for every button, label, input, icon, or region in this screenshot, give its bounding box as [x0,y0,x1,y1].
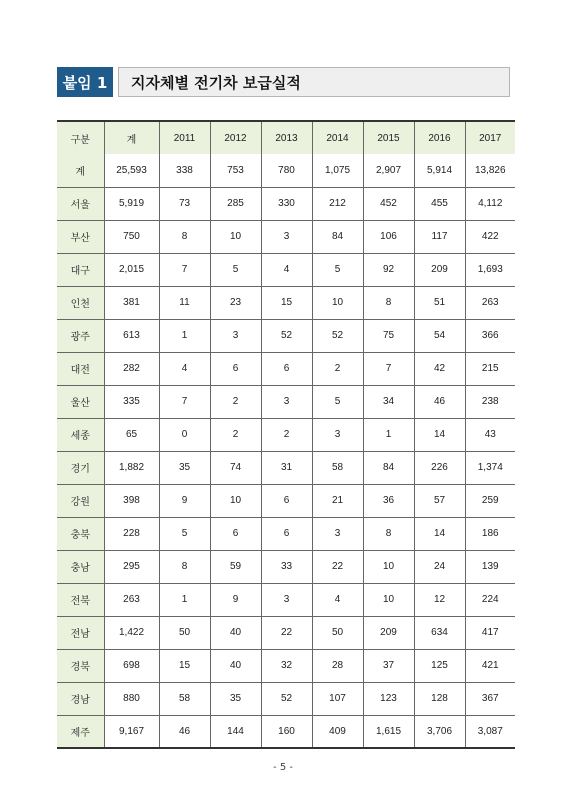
table-row [57,682,515,715]
value-cell: 22 [261,616,312,649]
value-cell: 212 [312,187,363,220]
value-cell: 338 [159,154,210,187]
value-cell: 228 [104,517,159,550]
value-cell: 58 [312,451,363,484]
region-cell: 전남 [57,616,104,649]
value-cell: 117 [414,220,465,253]
value-cell: 92 [363,253,414,286]
header-cell: 2016 [414,121,465,154]
value-cell: 10 [312,286,363,319]
value-cell: 780 [261,154,312,187]
value-cell: 238 [465,385,515,418]
value-cell: 285 [210,187,261,220]
value-cell: 330 [261,187,312,220]
value-cell: 74 [210,451,261,484]
value-cell: 52 [261,319,312,352]
value-cell: 52 [261,682,312,715]
value-cell: 31 [261,451,312,484]
value-cell: 634 [414,616,465,649]
value-cell: 23 [210,286,261,319]
value-cell: 398 [104,484,159,517]
value-cell: 6 [210,517,261,550]
value-cell: 2,015 [104,253,159,286]
region-cell: 전북 [57,583,104,616]
region-cell: 서울 [57,187,104,220]
value-cell: 42 [414,352,465,385]
table-row [57,418,515,451]
value-cell: 51 [414,286,465,319]
value-cell: 84 [312,220,363,253]
value-cell: 75 [363,319,414,352]
region-cell: 강원 [57,484,104,517]
value-cell: 59 [210,550,261,583]
value-cell: 21 [312,484,363,517]
value-cell: 455 [414,187,465,220]
value-cell: 0 [159,418,210,451]
table-row [57,319,515,352]
value-cell: 36 [363,484,414,517]
value-cell: 50 [159,616,210,649]
value-cell: 123 [363,682,414,715]
value-cell: 13,826 [465,154,515,187]
table-row [57,649,515,682]
value-cell: 46 [159,715,210,748]
value-cell: 22 [312,550,363,583]
region-cell: 광주 [57,319,104,352]
region-cell: 계 [57,154,104,187]
header-cell: 2017 [465,121,515,154]
value-cell: 11 [159,286,210,319]
value-cell: 3 [312,418,363,451]
value-cell: 8 [159,220,210,253]
value-cell: 2,907 [363,154,414,187]
value-cell: 4 [312,583,363,616]
value-cell: 1 [159,319,210,352]
region-cell: 제주 [57,715,104,748]
value-cell: 106 [363,220,414,253]
table-row [57,583,515,616]
table-row [57,550,515,583]
value-cell: 8 [363,286,414,319]
value-cell: 14 [414,418,465,451]
region-cell: 경기 [57,451,104,484]
value-cell: 750 [104,220,159,253]
value-cell: 34 [363,385,414,418]
value-cell: 880 [104,682,159,715]
value-cell: 422 [465,220,515,253]
value-cell: 54 [414,319,465,352]
value-cell: 6 [261,517,312,550]
value-cell: 4,112 [465,187,515,220]
value-cell: 25,593 [104,154,159,187]
value-cell: 139 [465,550,515,583]
value-cell: 8 [159,550,210,583]
value-cell: 3 [261,220,312,253]
value-cell: 73 [159,187,210,220]
value-cell: 35 [210,682,261,715]
value-cell: 381 [104,286,159,319]
value-cell: 2 [210,385,261,418]
value-cell: 753 [210,154,261,187]
value-cell: 50 [312,616,363,649]
value-cell: 46 [414,385,465,418]
value-cell: 9 [210,583,261,616]
value-cell: 226 [414,451,465,484]
section-title-bar [57,67,510,97]
table-row [57,484,515,517]
table-row [57,253,515,286]
value-cell: 15 [159,649,210,682]
value-cell: 8 [363,517,414,550]
value-cell: 215 [465,352,515,385]
value-cell: 3 [312,517,363,550]
value-cell: 3,706 [414,715,465,748]
region-cell: 대구 [57,253,104,286]
page-number: - 5 - [273,762,293,773]
value-cell: 1,422 [104,616,159,649]
header-cell: 구분 [57,121,104,154]
value-cell: 6 [261,484,312,517]
region-cell: 부산 [57,220,104,253]
value-cell: 421 [465,649,515,682]
region-cell: 경남 [57,682,104,715]
value-cell: 14 [414,517,465,550]
value-cell: 335 [104,385,159,418]
value-cell: 5 [312,385,363,418]
value-cell: 5 [210,253,261,286]
value-cell: 613 [104,319,159,352]
value-cell: 125 [414,649,465,682]
value-cell: 160 [261,715,312,748]
value-cell: 84 [363,451,414,484]
value-cell: 698 [104,649,159,682]
value-cell: 1,882 [104,451,159,484]
value-cell: 128 [414,682,465,715]
value-cell: 209 [363,616,414,649]
value-cell: 107 [312,682,363,715]
value-cell: 409 [312,715,363,748]
value-cell: 295 [104,550,159,583]
value-cell: 37 [363,649,414,682]
region-cell: 경북 [57,649,104,682]
value-cell: 1,075 [312,154,363,187]
region-cell: 충남 [57,550,104,583]
value-cell: 6 [261,352,312,385]
value-cell: 10 [363,583,414,616]
value-cell: 12 [414,583,465,616]
value-cell: 144 [210,715,261,748]
table-row [57,352,515,385]
value-cell: 10 [210,220,261,253]
header-cell: 2014 [312,121,363,154]
value-cell: 35 [159,451,210,484]
table-row [57,286,515,319]
value-cell: 366 [465,319,515,352]
value-cell: 24 [414,550,465,583]
value-cell: 5 [312,253,363,286]
value-cell: 1,615 [363,715,414,748]
value-cell: 3,087 [465,715,515,748]
value-cell: 1,693 [465,253,515,286]
value-cell: 7 [363,352,414,385]
value-cell: 4 [159,352,210,385]
header-cell: 계 [104,121,159,154]
section-title: 지자체별 전기차 보급실적 [118,67,510,97]
value-cell: 58 [159,682,210,715]
region-cell: 대전 [57,352,104,385]
value-cell: 282 [104,352,159,385]
value-cell: 2 [312,352,363,385]
value-cell: 57 [414,484,465,517]
value-cell: 10 [210,484,261,517]
value-cell: 186 [465,517,515,550]
attachment-badge: 붙임 1 [57,67,113,97]
table-row [57,154,515,187]
region-cell: 충북 [57,517,104,550]
table-header-row [57,121,515,154]
header-cell: 2012 [210,121,261,154]
table-row [57,715,515,748]
value-cell: 263 [465,286,515,319]
value-cell: 32 [261,649,312,682]
value-cell: 452 [363,187,414,220]
value-cell: 4 [261,253,312,286]
value-cell: 259 [465,484,515,517]
value-cell: 10 [363,550,414,583]
header-cell: 2015 [363,121,414,154]
value-cell: 7 [159,253,210,286]
header-cell: 2011 [159,121,210,154]
value-cell: 40 [210,649,261,682]
table-row [57,517,515,550]
value-cell: 5,919 [104,187,159,220]
region-cell: 세종 [57,418,104,451]
value-cell: 224 [465,583,515,616]
value-cell: 9 [159,484,210,517]
value-cell: 15 [261,286,312,319]
value-cell: 367 [465,682,515,715]
value-cell: 65 [104,418,159,451]
value-cell: 1,374 [465,451,515,484]
value-cell: 5 [159,517,210,550]
value-cell: 9,167 [104,715,159,748]
value-cell: 5,914 [414,154,465,187]
region-cell: 울산 [57,385,104,418]
header-cell: 2013 [261,121,312,154]
value-cell: 1 [159,583,210,616]
value-cell: 33 [261,550,312,583]
table-row [57,385,515,418]
value-cell: 263 [104,583,159,616]
table-row [57,187,515,220]
value-cell: 3 [210,319,261,352]
value-cell: 52 [312,319,363,352]
value-cell: 1 [363,418,414,451]
table-row [57,220,515,253]
value-cell: 43 [465,418,515,451]
table-row [57,616,515,649]
table-row [57,451,515,484]
value-cell: 2 [210,418,261,451]
value-cell: 2 [261,418,312,451]
ev-supply-table [57,120,515,749]
value-cell: 7 [159,385,210,418]
value-cell: 6 [210,352,261,385]
value-cell: 3 [261,583,312,616]
value-cell: 3 [261,385,312,418]
value-cell: 209 [414,253,465,286]
value-cell: 417 [465,616,515,649]
value-cell: 28 [312,649,363,682]
value-cell: 40 [210,616,261,649]
region-cell: 인천 [57,286,104,319]
